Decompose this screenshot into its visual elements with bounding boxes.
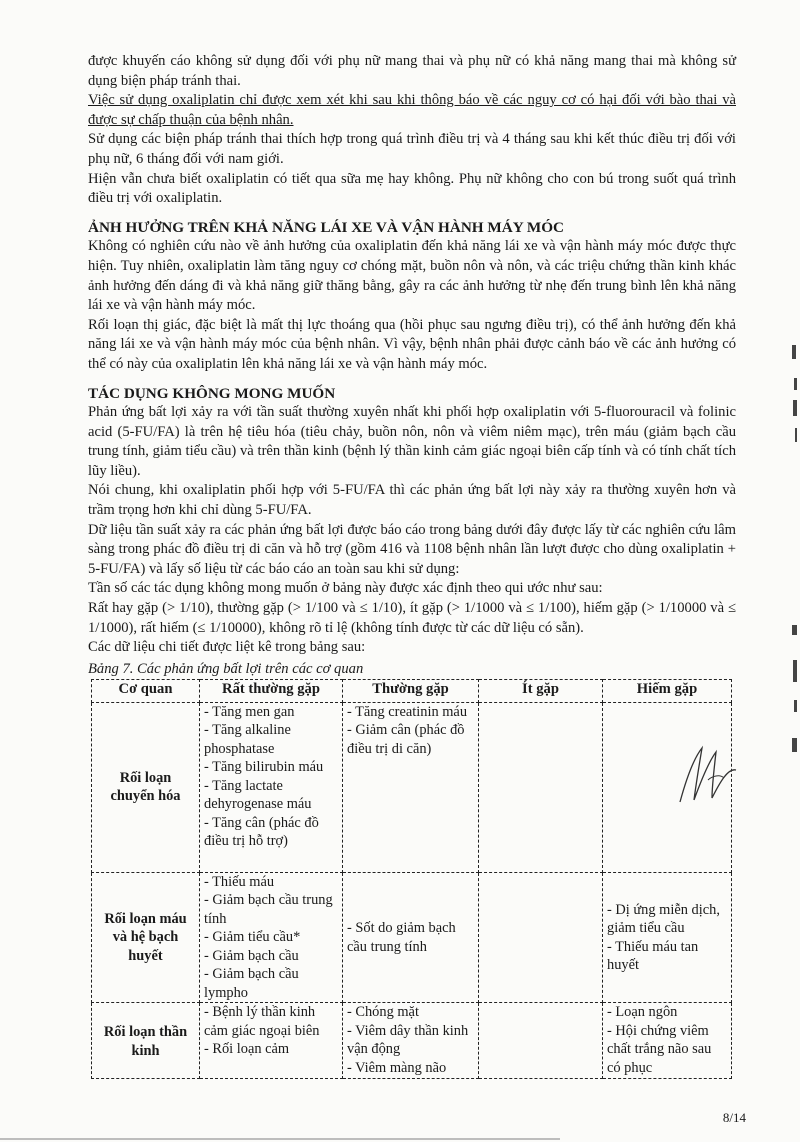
cell-item: - Viêm dây thần kinh vận động (347, 1022, 469, 1058)
paragraph-driving-1: Không có nghiên cứu nào về ảnh hưởng của oxaliplatin đến khả năng lái xe và vận hành máy móc được thực hiện. Tuy nhiên, oxaliplatin làm tăng nguy cơ chóng mặt, buồn nôn và nôn, và các triệu chứng thần kinh khác ảnh hưởng đến dáng đi và khả năng giữ thăng bằng, gây ra các ảnh hưởng từ nhẹ đến trung bình lên khả năng lái xe và vận hành máy móc. (88, 238, 736, 314)
cell-item: - Giảm bạch cầu lympho (204, 966, 299, 1001)
heading-adverse-effects: TÁC DỤNG KHÔNG MONG MUỐN (88, 384, 336, 402)
common-cell (343, 872, 479, 1003)
uncommon-cell (479, 872, 603, 1003)
paragraph-adverse-5: Rất hay gặp (> 1/10), thường gặp (> 1/100 và ≤ 1/10), ít gặp (> 1/1000 và ≤ 1/100), hiếm gặp (> 1/10000 và ≤ 1/1000), rất hiếm (≤ 1/10000), không rõ tỉ lệ (không tính được từ các dữ liệu có sẵn). (88, 600, 736, 636)
table-row (92, 872, 732, 1003)
rare-cell (603, 1003, 732, 1079)
very-common-cell (200, 872, 343, 1003)
paragraph-driving-2: Rối loạn thị giác, đặc biệt là mất thị lực thoáng qua (hồi phục sau ngưng điều trị), có thể ảnh hưởng đến khả năng lái xe và vận hành máy móc của bệnh nhân. Vì vậy, bệnh nhân phải được cảnh báo về các ảnh hưởng có thể có này của oxaliplatin lên khả năng lái xe và vận hành máy móc. (88, 316, 736, 372)
cell-item: - Dị ứng miễn dịch, giảm tiểu cầu (607, 901, 720, 937)
table-row (92, 1003, 732, 1079)
paragraph-adverse-6: Các dữ liệu chi tiết được liệt kê trong bảng sau: (88, 639, 366, 656)
cell-item: - Tăng men gan (204, 703, 295, 720)
paragraph-adverse-2: Nói chung, khi oxaliplatin phối hợp với 5-FU/FA thì các phản ứng bất lợi này xảy ra thường xuyên hơn và trầm trọng hơn khi chỉ dùng 5-FU/FA. (88, 482, 736, 519)
very-common-cell (200, 1003, 343, 1079)
cell-item: - Thiếu máu tan huyết (607, 938, 699, 974)
document-page (88, 52, 736, 1079)
cell-item: - Loạn ngôn (607, 1004, 678, 1021)
header-uncommon: Ít gặp (479, 679, 603, 702)
page-bottom-edge (0, 1138, 560, 1140)
cell-item: - Viêm màng não (347, 1059, 447, 1076)
cell-item: - Chóng mặt (347, 1004, 419, 1021)
cell-item: - Tăng alkaline phosphatase (204, 722, 291, 757)
common-cell (343, 1003, 479, 1079)
header-organ: Cơ quan (92, 679, 200, 702)
rare-cell (603, 872, 732, 1003)
uncommon-cell (479, 1003, 603, 1079)
very-common-cell (200, 702, 343, 872)
handwritten-signature (672, 740, 742, 810)
header-very-common: Rất thường gặp (200, 679, 343, 702)
uncommon-cell (479, 702, 603, 872)
cell-item: - Giảm bạch cầu trung tính (204, 892, 333, 927)
paragraph-breastfeeding: Hiện vẫn chưa biết oxaliplatin có tiết qua sữa mẹ hay không. Phụ nữ không cho con bú trong suốt quá trình điều trị với oxaliplatin. (88, 170, 736, 207)
paragraph-adverse-1: Phản ứng bất lợi xảy ra với tần suất thường xuyên nhất khi phối hợp oxaliplatin với 5-fluorouracil và folinic acid (5-FU/FA) là trên hệ tiêu hóa (tiêu chảy, buồn nôn, nôn và viêm niêm mạc), trên máu (giảm bạch cầu trung tính, giảm tiểu cầu) và trên thần kinh (bệnh lý thần kinh cảm giác ngoại biên cấp tính và có tính chất tích lũy liều). (88, 404, 736, 479)
table-header-row (92, 679, 732, 702)
cell-item: - Bệnh lý thần kinh cảm giác ngoại biên (204, 1004, 320, 1039)
cell-item: - Tăng creatinin máu (347, 703, 468, 720)
cell-item: - Sốt do giảm bạch cầu trung tính (347, 920, 456, 955)
paragraph-pregnancy: được khuyến cáo không sử dụng đối với phụ nữ mang thai và phụ nữ có khả năng mang thai mà không sử dụng biện pháp tránh thai. (88, 53, 736, 89)
header-common: Thường gặp (343, 679, 479, 702)
cell-item: - Rối loạn cảm (204, 1041, 290, 1058)
paragraph-adverse-4: Tần số các tác dụng không mong muốn ở bảng này được xác định theo qui ước như sau: (88, 580, 603, 597)
organ-cell: Rối loạn máu và hệ bạch huyết (92, 872, 200, 1003)
common-cell (343, 702, 479, 872)
paragraph-contraception: Sử dụng các biện pháp tránh thai thích hợp trong quá trình điều trị và 4 tháng sau khi kết thúc điều trị đối với phụ nữ, 6 tháng đối với nam giới. (88, 131, 736, 167)
cell-item: - Tăng bilirubin máu (204, 759, 324, 776)
adverse-reactions-table (91, 679, 732, 1080)
header-rare: Hiếm gặp (603, 679, 732, 702)
cell-item: - Thiếu máu (204, 873, 275, 890)
cell-item: - Tăng cân (phác đồ điều trị hỗ trợ) (204, 814, 319, 850)
table-caption: Bảng 7. Các phản ứng bất lợi trên các cơ quan (88, 660, 364, 677)
cell-item: - Giảm cân (phác đồ điều trị di căn) (347, 722, 465, 757)
page-number: 8/14 (722, 1110, 746, 1125)
cell-item: - Hội chứng viêm chất trắng não sau có phục (607, 1022, 712, 1076)
organ-cell: Rối loạn chuyển hóa (92, 702, 200, 872)
table-row (92, 702, 732, 872)
cell-item: - Tăng lactate dehyrogenase máu (204, 777, 312, 813)
paragraph-adverse-3: Dữ liệu tần suất xảy ra các phản ứng bất lợi được báo cáo trong bảng dưới đây được lấy từ các nghiên cứu lâm sàng trong phác đồ điều trị di căn và hỗ trợ (gồm 416 và 1108 bệnh nhân lần lượt được cho dùng oxaliplatin + 5-FU/FA) và lấy số liệu từ các báo cáo an toàn sau khi sử dụng: (88, 521, 736, 577)
cell-item: - Giảm bạch cầu (204, 947, 299, 964)
cell-item: - Giảm tiểu cầu* (204, 929, 301, 946)
organ-cell: Rối loạn thần kinh (92, 1003, 200, 1079)
paragraph-oxaliplatin-use: Việc sử dụng oxaliplatin chỉ được xem xét khi sau khi thông báo về các nguy cơ có hại đối với bào thai và được sự chấp thuận của bệnh nhân. (88, 92, 736, 128)
heading-driving: ẢNH HƯỞNG TRÊN KHẢ NĂNG LÁI XE VÀ VẬN HÀNH MÁY MÓC (88, 218, 565, 236)
